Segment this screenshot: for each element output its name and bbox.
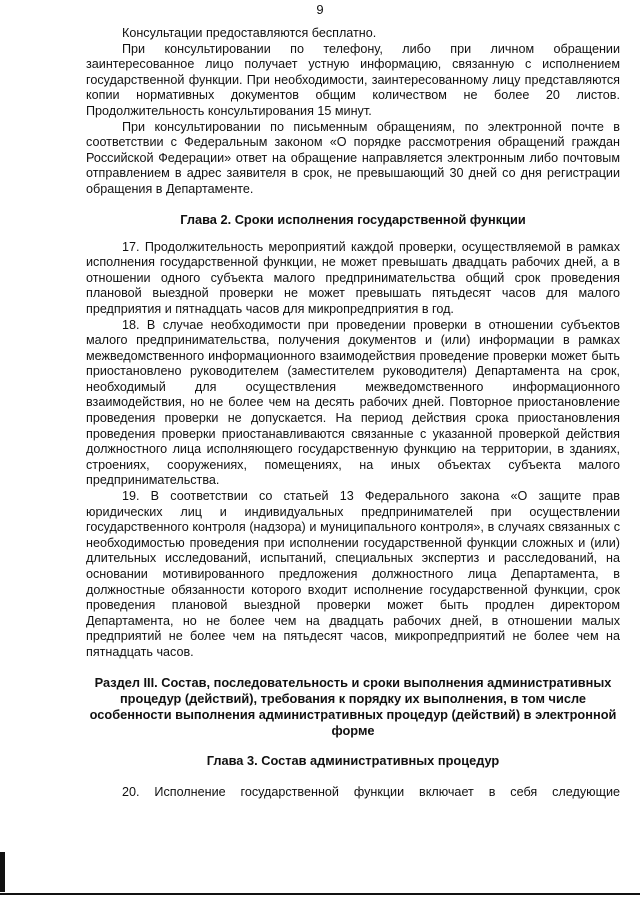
document-body [86, 26, 620, 800]
scan-bottom-edge [0, 893, 640, 895]
paragraph-17: 17. Продолжительность мероприятий каждой проверки, осуществляемой в рамках исполнения государственной функции, не может превышать двадцать рабочих дней, а в отношении одного субъекта малого предпринимательства общий срок проведения плановой выездной проверки не может превышать пятьдесят часов для малого предприятия и пятнадцать часов для микропредприятия в год. [86, 239, 620, 316]
page-number: 9 [316, 2, 324, 17]
paragraph-20: 20. Исполнение государственной функции включает в себя следующие [122, 784, 620, 799]
chapter-2-title: Глава 2. Сроки исполнения государственной функции [180, 211, 526, 227]
chapter-3-title: Глава 3. Состав административных процедур [206, 752, 500, 768]
scan-margin-mark [0, 852, 5, 892]
paragraph-phone-consultation: При консультировании по телефону, либо при личном обращении заинтересованное лицо получает устную информацию, связанную с исполнением государственной функции. При необходимости, заинтересованному лицу представляются копии нормативных документов общим количеством не более 20 листов. Продолжительность консультирования 15 минут. [86, 41, 620, 118]
paragraph-18: 18. В случае необходимости при проведении проверки в отношении субъектов малого предпринимательства, получения документов и (или) информации в рамках межведомственного информационного взаимодействия проведение проверки может быть приостановлено руководителем (заместителем руководителя) Департамента на срок, необходимый для осуществления межведомственного информационного взаимодействия, но не более чем на десять рабочих дней. Повторное приостановление проведения проверки не допускается. На период действия срока приостановления проведения проверки приостанавливаются связанные с указанной проверкой действия должностного лица исполняющего государственную функцию на территории, в зданиях, строениях, сооружениях, помещениях, на иных объектах субъекта малого предпринимательства. [86, 317, 620, 488]
paragraph-free-consultation: Консультации предоставляются бесплатно. [122, 26, 377, 40]
paragraph-written-consultation: При консультировании по письменным обращениям, по электронной почте в соответствии с Федеральным законом «О порядке рассмотрения обращений граждан Российской Федерации» ответ на обращение направляется электронным либо почтовым отправлением в адрес заявителя в срок, не превышающий 30 дней со дня регистрации обращения в Департаменте. [86, 119, 620, 196]
paragraph-19: 19. В соответствии со статьей 13 Федерального закона «О защите прав юридических лиц и индивидуальных предпринимателей при осуществлении государственного контроля (надзора) и муниципального контроля», в случаях связанных с необходимостью проведения при исполнении государственной функции сложных и (или) длительных исследований, испытаний, специальных экспертиз и расследований, на основании мотивированного предложения должностного лица Департамента, в должностные обязанности которого входит исполнение государственной функции, срок проведения плановой выездной проверки может быть продлен директором Департамента, но не более чем на двадцать рабочих дней, в отношении малых предприятий не более чем на пятьдесят часов, микропредприятий не более чем на пятнадцать часов. [86, 489, 620, 659]
section-3-title: Раздел III. Состав, последовательность и сроки выполнения административных процедур (действий), требования к порядку их выполнения, в том числе особенности выполнения административных процедур (действий) в электронной форме [89, 674, 617, 738]
